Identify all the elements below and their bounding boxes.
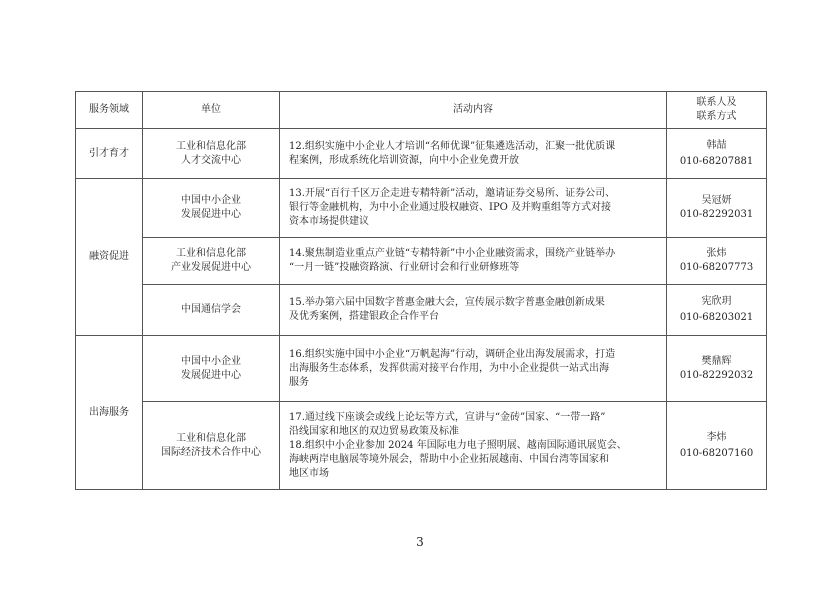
field-overseas: 出海服务 (76, 336, 143, 490)
table-row (76, 129, 767, 179)
activity-line: 15.举办第六届中国数字普惠金融大会，宣传展示数字普惠金融创新成果 (289, 297, 605, 308)
unit-cell (143, 129, 280, 179)
header-contact (667, 92, 767, 129)
unit-cell (143, 238, 280, 285)
unit-line: 中国中小企业 (181, 355, 241, 367)
header-row (76, 92, 767, 129)
contact-cell (667, 179, 767, 238)
activity-line: 海峡两岸电脑展等境外展会，帮助中小企业拓展越南、中国台湾等国家和 (289, 453, 609, 465)
unit-cell (143, 402, 280, 490)
table-row (76, 336, 767, 402)
unit-line: 发展促进中心 (181, 369, 241, 381)
contact-cell (667, 336, 767, 402)
contact-cell (667, 238, 767, 285)
unit-line: 人才交流中心 (181, 154, 241, 166)
contact-phone: 010-68203021 (679, 312, 754, 323)
field-financing: 融资促进 (76, 179, 143, 336)
unit-line: 中国通信学会 (181, 304, 241, 315)
activity-line: 及优秀案例，搭建银政企合作平台 (289, 311, 439, 322)
unit-line: 工业和信息化部 (176, 248, 246, 259)
page-number: 3 (416, 535, 424, 549)
contact-phone: 010-68207881 (679, 155, 754, 167)
contact-name: 李炜 (706, 431, 727, 443)
activity-line: 地区市场 (289, 467, 329, 479)
header-contact-line1: 联系人及 (696, 97, 737, 108)
activity-cell (280, 336, 667, 402)
contact-cell (667, 402, 767, 490)
unit-line: 工业和信息化部 (176, 432, 246, 444)
unit-line: 发展促进中心 (181, 209, 241, 220)
header-field: 服务领域 (76, 92, 143, 129)
header-activity: 活动内容 (280, 92, 667, 129)
activity-cell (280, 285, 667, 336)
activity-line: “一月一链”投融资路演、行业研讨会和行业研修班等 (289, 262, 520, 273)
contact-name: 张炜 (706, 248, 727, 259)
activity-line: 银行等金融机构，为中小企业通过股权融资、IPO 及并购重组等方式对接 (289, 202, 612, 213)
activity-line: 程案例，形成系统化培训资源，向中小企业免费开放 (289, 154, 519, 166)
contact-name: 韩喆 (706, 139, 727, 151)
table-row (76, 179, 767, 238)
contact-cell (667, 129, 767, 179)
activity-cell (280, 238, 667, 285)
contact-name: 宪欣玥 (701, 296, 732, 307)
activity-line: 13.开展“百行千区万企走进专精特新”活动，邀请证券交易所、证券公司、 (289, 188, 616, 199)
table-row (76, 285, 767, 336)
contact-name: 吴冠妍 (701, 195, 732, 206)
unit-line: 工业和信息化部 (176, 140, 246, 152)
contact-phone: 010-82292032 (679, 369, 754, 381)
table-row (76, 238, 767, 285)
unit-cell (143, 179, 280, 238)
service-table (75, 91, 767, 490)
unit-line: 产业发展促进中心 (171, 262, 251, 273)
activity-line: 18.组织中小企业参加 2024 年国际电力电子照明展、越南国际通讯展览会、 (289, 439, 627, 451)
header-unit: 单位 (143, 92, 280, 129)
unit-cell (143, 285, 280, 336)
contact-phone: 010-68207160 (679, 447, 754, 459)
activity-line: 服务 (289, 376, 309, 388)
activity-line: 14.聚焦制造业重点产业链“专精特新”中小企业融资需求，围绕产业链举办 (289, 248, 616, 259)
activity-line: 17.通过线下座谈会或线上论坛等方式，宣讲与“金砖”国家、“一带一路” (289, 411, 606, 423)
contact-phone: 010-82292031 (679, 209, 754, 220)
table-row (76, 402, 767, 490)
activity-cell (280, 402, 667, 490)
field-talent: 引才育才 (76, 129, 143, 179)
activity-line: 资本市场提供建议 (289, 216, 369, 227)
activity-cell (280, 129, 667, 179)
contact-phone: 010-68207773 (679, 262, 754, 273)
header-contact-line2: 联系方式 (696, 111, 737, 122)
activity-line: 16.组织实施中国中小企业“万帆起海”行动，调研企业出海发展需求，打造 (289, 348, 616, 360)
activity-cell (280, 179, 667, 238)
activity-line: 12.组织实施中小企业人才培训“名师优课”征集遴选活动，汇聚一批优质课 (289, 140, 616, 152)
unit-line: 中国中小企业 (181, 195, 241, 206)
unit-cell (143, 336, 280, 402)
activity-line: 出海服务生态体系，发挥供需对接平台作用，为中小企业提供一站式出海 (289, 362, 609, 374)
unit-line: 国际经济技术合作中心 (161, 446, 261, 458)
contact-name: 樊鼎辉 (701, 355, 732, 367)
activity-line: 沿线国家和地区的双边贸易政策及标准 (289, 425, 459, 437)
contact-cell (667, 285, 767, 336)
